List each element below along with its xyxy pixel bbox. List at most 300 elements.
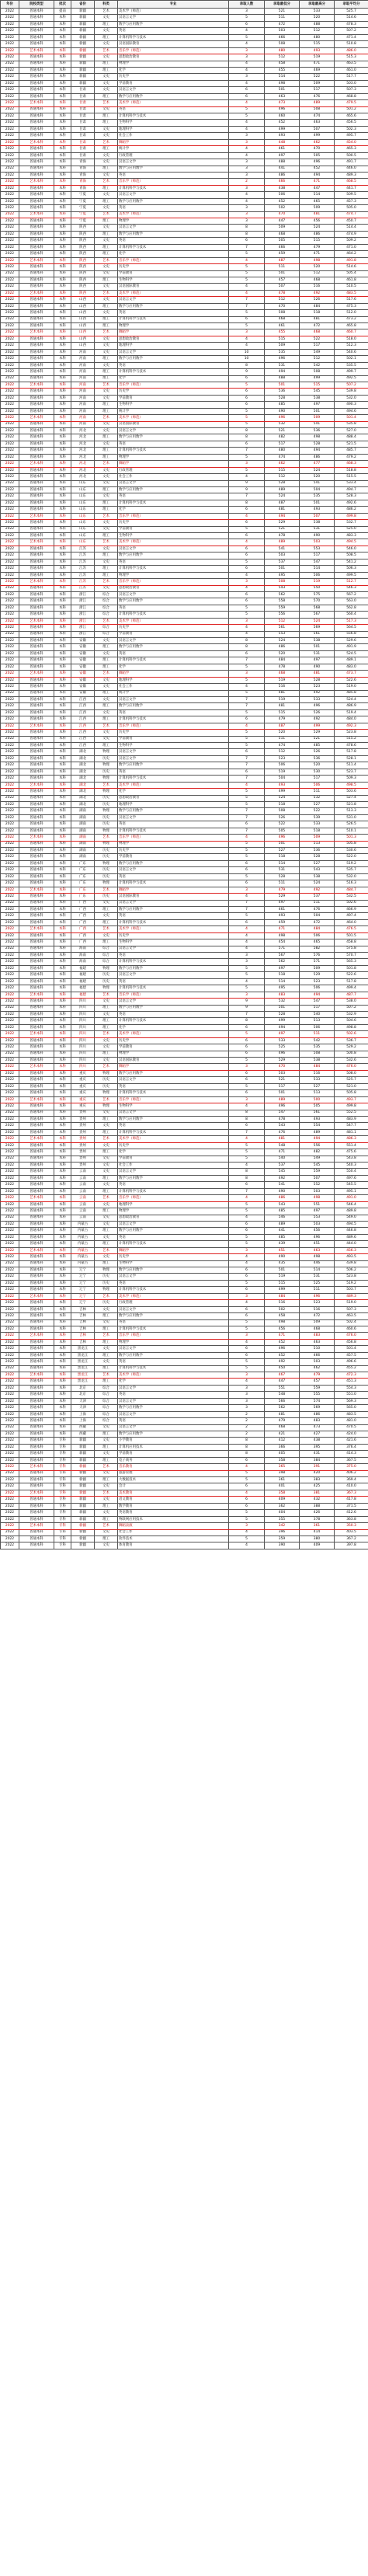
cell-school-type: 普通本科 <box>19 612 54 618</box>
table-row <box>1 1116 368 1122</box>
cell-year: 2022 <box>1 762 19 769</box>
cell-avg-score: 499.8 <box>335 513 368 519</box>
cell-avg-score: 496.6 <box>335 1359 368 1365</box>
cell-min-score: 470 <box>265 1064 300 1070</box>
cell-avg-score: 519.4 <box>335 709 368 716</box>
cell-admitted-count: 3 <box>229 54 265 61</box>
cell-category: 文史 <box>95 1424 118 1431</box>
cell-min-score: 497 <box>265 152 300 159</box>
cell-major: 地理科学 <box>118 343 229 349</box>
cell-year: 2022 <box>1 251 19 257</box>
cell-category: 理工 <box>95 1477 118 1483</box>
cell-school-type: 普通本科 <box>19 1326 54 1332</box>
cell-year: 2022 <box>1 316 19 322</box>
cell-major: 会计 <box>118 1483 229 1490</box>
cell-year: 2022 <box>1 434 19 441</box>
cell-major: 汉语言文学 <box>118 15 229 21</box>
table-row <box>1 1438 368 1444</box>
table-row <box>1 605 368 611</box>
cell-school-type: 普通本科 <box>19 1123 54 1129</box>
cell-major: 计算机科学与技术 <box>118 716 229 723</box>
cell-school-type: 普通本科 <box>19 316 54 322</box>
cell-year: 2022 <box>1 650 19 657</box>
table-row <box>1 408 368 414</box>
cell-province: 甘肃 <box>71 106 95 113</box>
cell-max-score: 506 <box>300 932 335 939</box>
cell-max-score: 554 <box>300 1123 335 1129</box>
cell-year: 2022 <box>1 1175 19 1181</box>
cell-school-type: 普通本科 <box>19 1116 54 1122</box>
cell-min-score: 562 <box>265 591 300 598</box>
cell-batch: 本科 <box>54 395 71 401</box>
cell-min-score: 515 <box>265 1280 300 1286</box>
cell-batch: 本科 <box>54 15 71 21</box>
table-row <box>1 480 368 486</box>
cell-school-type: 普通本科 <box>19 1011 54 1017</box>
cell-school-type: 普通本科 <box>19 264 54 270</box>
table-row <box>1 1064 368 1070</box>
cell-category: 文史 <box>95 1011 118 1017</box>
table-row <box>1 894 368 900</box>
table-row <box>1 238 368 244</box>
cell-admitted-count: 3 <box>229 211 265 218</box>
cell-province: 青海 <box>71 179 95 185</box>
cell-school-type: 普通本科 <box>19 251 54 257</box>
cell-batch: 本科 <box>54 231 71 237</box>
cell-category: 理工 <box>95 1352 118 1358</box>
cell-category: 理工 <box>95 1175 118 1181</box>
cell-batch: 本科 <box>54 709 71 716</box>
cell-major: 历史学 <box>118 730 229 736</box>
cell-batch: 本科 <box>54 159 71 166</box>
cell-avg-score: 515.2 <box>335 736 368 742</box>
cell-province: 云南 <box>71 1215 95 1221</box>
cell-major: 汉语言文学 <box>118 1411 229 1417</box>
cell-category: 文史 <box>95 520 118 526</box>
cell-batch: 本科 <box>54 369 71 375</box>
cell-category: 综合 <box>95 953 118 959</box>
cell-min-score: 507 <box>265 284 300 290</box>
cell-min-score: 483 <box>265 992 300 998</box>
cell-category: 理工 <box>95 1024 118 1030</box>
cell-province: 四川 <box>71 1037 95 1044</box>
cell-avg-score: 547.7 <box>335 1123 368 1129</box>
cell-year: 2022 <box>1 1267 19 1274</box>
cell-province: 山西 <box>71 316 95 322</box>
table-row <box>1 959 368 965</box>
cell-province: 江西 <box>71 736 95 742</box>
cell-year: 2022 <box>1 93 19 99</box>
cell-category: 文史 <box>95 1037 118 1044</box>
cell-avg-score: 367.5 <box>335 1457 368 1463</box>
cell-admitted-count: 8 <box>229 225 265 231</box>
cell-min-score: 545 <box>265 1169 300 1175</box>
cell-avg-score: 456.3 <box>335 1247 368 1253</box>
cell-province: 黑龙江 <box>71 1359 95 1365</box>
cell-school-type: 普通本科 <box>19 1005 54 1011</box>
cell-min-score: 518 <box>265 972 300 978</box>
cell-major: 数学与应用数学 <box>118 598 229 605</box>
cell-avg-score: 506.3 <box>335 566 368 572</box>
cell-admitted-count: 9 <box>229 1005 265 1011</box>
cell-year: 2022 <box>1 533 19 539</box>
cell-province: 贵州 <box>71 1163 95 1169</box>
cell-max-score: 463 <box>300 1247 335 1253</box>
cell-major: 化学 <box>118 251 229 257</box>
cell-province: 山东 <box>71 486 95 493</box>
cell-admitted-count: 4 <box>229 1215 265 1221</box>
cell-avg-score: 474.9 <box>335 231 368 237</box>
cell-batch: 本科 <box>54 841 71 847</box>
table-row <box>1 1280 368 1286</box>
table-row <box>1 1523 368 1529</box>
cell-year: 2022 <box>1 552 19 559</box>
cell-category: 理工 <box>95 323 118 329</box>
cell-admitted-count: 5 <box>229 677 265 683</box>
cell-batch: 本科 <box>54 552 71 559</box>
cell-category: 艺术 <box>95 100 118 106</box>
cell-batch: 专科 <box>54 1523 71 1529</box>
cell-max-score: 456 <box>300 218 335 225</box>
cell-province: 贵州 <box>71 1116 95 1122</box>
cell-avg-score: 468.3 <box>335 461 368 467</box>
cell-min-score: 501 <box>265 841 300 847</box>
cell-year: 2022 <box>1 723 19 729</box>
table-row <box>1 579 368 585</box>
cell-max-score: 523 <box>300 684 335 690</box>
cell-avg-score: 539.8 <box>335 389 368 395</box>
cell-province: 黑龙江 <box>71 1352 95 1358</box>
cell-admitted-count: 4 <box>229 1103 265 1110</box>
cell-year: 2022 <box>1 1287 19 1293</box>
cell-max-score: 438 <box>300 1438 335 1444</box>
cell-batch: 本科 <box>54 152 71 159</box>
cell-province: 新疆 <box>71 1516 95 1522</box>
cell-max-score: 466 <box>300 1352 335 1358</box>
cell-min-score: 496 <box>265 1346 300 1352</box>
cell-year: 2022 <box>1 1090 19 1096</box>
cell-admitted-count: 5 <box>229 454 265 460</box>
cell-school-type: 普通本科 <box>19 1051 54 1057</box>
cell-admitted-count: 5 <box>229 1156 265 1162</box>
cell-school-type: 普通本科 <box>19 113 54 120</box>
cell-province: 黑龙江 <box>71 1346 95 1352</box>
table-row <box>1 290 368 296</box>
table-row <box>1 703 368 709</box>
cell-province: 山西 <box>71 323 95 329</box>
cell-major: 历史学 <box>118 1142 229 1149</box>
cell-batch: 本科 <box>54 336 71 342</box>
cell-batch: 本科 <box>54 500 71 506</box>
cell-batch: 本科 <box>54 100 71 106</box>
cell-major: 体育教育 <box>118 1542 229 1549</box>
cell-min-score: 548 <box>265 1142 300 1149</box>
cell-avg-score: 455.2 <box>335 1365 368 1372</box>
cell-max-score: 533 <box>300 821 335 828</box>
cell-avg-score: 508.5 <box>335 552 368 559</box>
cell-max-score: 516 <box>300 1070 335 1076</box>
cell-admitted-count: 4 <box>229 1136 265 1142</box>
cell-batch: 本科 <box>54 1385 71 1391</box>
cell-max-score: 520 <box>300 15 335 21</box>
cell-major: 英语 <box>118 1083 229 1089</box>
cell-major: 地理科学 <box>118 677 229 683</box>
cell-province: 贵州 <box>71 1149 95 1156</box>
cell-batch: 本科 <box>54 999 71 1005</box>
cell-max-score: 426 <box>300 1510 335 1516</box>
cell-year: 2022 <box>1 1300 19 1306</box>
table-row <box>1 74 368 80</box>
cell-avg-score: 494.5 <box>335 539 368 546</box>
cell-province: 吉林 <box>71 1339 95 1345</box>
cell-school-type: 普通本科 <box>19 402 54 408</box>
cell-batch: 本科 <box>54 461 71 467</box>
cell-major: 数学与应用数学 <box>118 1405 229 1411</box>
cell-year: 2022 <box>1 448 19 454</box>
cell-school-type: 普通本科 <box>19 1188 54 1194</box>
cell-avg-score: 543.8 <box>335 1156 368 1162</box>
cell-major: 物理学 <box>118 1339 229 1345</box>
cell-avg-score: 510.8 <box>335 41 368 47</box>
cell-admitted-count: 6 <box>229 1024 265 1030</box>
cell-avg-score: 565.0 <box>335 1405 368 1411</box>
cell-year: 2022 <box>1 1352 19 1358</box>
table-row <box>1 749 368 755</box>
cell-admitted-count: 6 <box>229 1313 265 1319</box>
cell-school-type: 普通本科 <box>19 1234 54 1240</box>
cell-year: 2022 <box>1 1464 19 1470</box>
cell-category: 理工 <box>95 743 118 749</box>
cell-batch: 本科 <box>54 139 71 145</box>
cell-admitted-count: 5 <box>229 1470 265 1476</box>
cell-max-score: 483 <box>300 1333 335 1339</box>
table-row <box>1 1287 368 1293</box>
cell-year: 2022 <box>1 1339 19 1345</box>
cell-avg-score: 486.9 <box>335 703 368 709</box>
cell-min-score: 478 <box>265 290 300 296</box>
cell-min-score: 479 <box>265 716 300 723</box>
cell-category: 文史 <box>95 264 118 270</box>
cell-major: 社会工作 <box>118 133 229 139</box>
cell-major: 历史学 <box>118 264 229 270</box>
cell-admitted-count: 6 <box>229 1346 265 1352</box>
cell-admitted-count: 4 <box>229 946 265 952</box>
cell-major: 大数据技术 <box>118 1477 229 1483</box>
cell-category: 历史 <box>95 1280 118 1286</box>
cell-major: 生物科学 <box>118 277 229 283</box>
cell-min-score: 461 <box>265 906 300 912</box>
table-row <box>1 1372 368 1379</box>
cell-category: 理工 <box>95 1431 118 1437</box>
cell-province: 山西 <box>71 303 95 309</box>
cell-province: 山东 <box>71 513 95 519</box>
cell-category: 理工 <box>95 316 118 322</box>
cell-avg-score: 535.5 <box>335 362 368 368</box>
cell-min-score: 441 <box>265 166 300 172</box>
cell-category: 文史 <box>95 1497 118 1503</box>
cell-max-score: 479 <box>300 244 335 250</box>
cell-year: 2022 <box>1 539 19 546</box>
table-row <box>1 28 368 34</box>
table-row <box>1 1110 368 1116</box>
cell-province: 河北 <box>71 461 95 467</box>
cell-admitted-count: 6 <box>229 1182 265 1188</box>
cell-min-score: 358 <box>265 1490 300 1496</box>
cell-year: 2022 <box>1 513 19 519</box>
cell-province: 山东 <box>71 533 95 539</box>
cell-year: 2022 <box>1 1116 19 1122</box>
cell-major: 音乐学（师范） <box>118 835 229 841</box>
cell-category: 艺术 <box>95 835 118 841</box>
cell-max-score: 496 <box>300 159 335 166</box>
cell-max-score: 567 <box>300 612 335 618</box>
cell-min-score: 452 <box>265 1352 300 1358</box>
cell-province: 新疆 <box>71 67 95 73</box>
cell-major: 音乐学（师范） <box>118 1096 229 1103</box>
cell-province: 山东 <box>71 526 95 532</box>
cell-major: 学前教育 <box>118 80 229 86</box>
cell-min-score: 457 <box>265 277 300 283</box>
cell-min-score: 515 <box>265 467 300 473</box>
cell-avg-score: 531.0 <box>335 814 368 821</box>
cell-min-score: 396 <box>265 1529 300 1535</box>
cell-year: 2022 <box>1 932 19 939</box>
cell-category: 艺术 <box>95 1096 118 1103</box>
cell-year: 2022 <box>1 1535 19 1542</box>
cell-year: 2022 <box>1 1523 19 1529</box>
cell-min-score: 481 <box>265 1136 300 1142</box>
cell-school-type: 普通本科 <box>19 631 54 637</box>
cell-category: 文史 <box>95 559 118 565</box>
cell-year: 2022 <box>1 959 19 965</box>
cell-year: 2022 <box>1 389 19 395</box>
cell-year: 2022 <box>1 755 19 762</box>
cell-school-type: 普通本科 <box>19 1274 54 1280</box>
cell-max-score: 521 <box>300 736 335 742</box>
cell-school-type: 普通本科 <box>19 198 54 204</box>
cell-category: 理工 <box>95 113 118 120</box>
cell-avg-score: 489.6 <box>335 1234 368 1240</box>
cell-avg-score: 473.7 <box>335 671 368 677</box>
cell-batch: 本科 <box>54 1254 71 1260</box>
cell-max-score: 561 <box>300 631 335 637</box>
cell-avg-score: 523.7 <box>335 769 368 775</box>
cell-admitted-count: 6 <box>229 566 265 572</box>
cell-avg-score: 501.3 <box>335 835 368 841</box>
cell-year: 2022 <box>1 1070 19 1076</box>
cell-admitted-count: 7 <box>229 1129 265 1135</box>
cell-year: 2022 <box>1 1163 19 1169</box>
cell-province: 福建 <box>71 965 95 971</box>
cell-major: 汉语言文学 <box>118 192 229 198</box>
cell-avg-score: 486.2 <box>335 507 368 513</box>
cell-school-type: 普通本科 <box>19 585 54 591</box>
cell-min-score: 496 <box>265 415 300 421</box>
table-row <box>1 54 368 61</box>
cell-batch: 本科 <box>54 1424 71 1431</box>
cell-batch: 本科 <box>54 598 71 605</box>
cell-category: 理工 <box>95 1018 118 1024</box>
cell-category: 文史 <box>95 15 118 21</box>
cell-school-type: 普通本科 <box>19 185 54 191</box>
cell-max-score: 541 <box>300 480 335 486</box>
cell-admitted-count: 4 <box>229 198 265 204</box>
cell-avg-score: 535.8 <box>335 421 368 427</box>
cell-province: 安徽 <box>71 644 95 650</box>
cell-batch: 本科 <box>54 192 71 198</box>
cell-admitted-count: 6 <box>229 375 265 382</box>
cell-admitted-count: 3 <box>229 1064 265 1070</box>
cell-category: 理工 <box>95 369 118 375</box>
cell-category: 文史 <box>95 54 118 61</box>
cell-batch: 本科 <box>54 54 71 61</box>
cell-min-score: 502 <box>265 205 300 211</box>
cell-admitted-count: 7 <box>229 762 265 769</box>
cell-year: 2022 <box>1 100 19 106</box>
cell-year: 2022 <box>1 264 19 270</box>
cell-avg-score: 473.2 <box>335 316 368 322</box>
cell-batch: 本科 <box>54 382 71 388</box>
cell-max-score: 533 <box>300 696 335 702</box>
cell-major: 计算机科学与技术 <box>118 1188 229 1194</box>
cell-province: 广西 <box>71 932 95 939</box>
cell-school-type: 普通本科 <box>19 474 54 480</box>
cell-major: 舞蹈学 <box>118 887 229 893</box>
cell-max-score: 509 <box>300 205 335 211</box>
cell-major: 物理学 <box>118 323 229 329</box>
cell-max-score: 465 <box>300 939 335 946</box>
cell-avg-score: 532.6 <box>335 1058 368 1064</box>
cell-year: 2022 <box>1 486 19 493</box>
cell-school-type: 艺术本科 <box>19 579 54 585</box>
cell-major: 美术学（师范） <box>118 782 229 788</box>
cell-school-type: 普通本科 <box>19 795 54 801</box>
table-row <box>1 684 368 690</box>
cell-province: 陕西 <box>71 277 95 283</box>
cell-min-score: 501 <box>265 566 300 572</box>
cell-batch: 本科 <box>54 1398 71 1404</box>
cell-min-score: 517 <box>265 1083 300 1089</box>
cell-major: 数学与应用数学 <box>118 434 229 441</box>
cell-province: 福建 <box>71 972 95 978</box>
cell-major: 汉语言文学 <box>118 546 229 552</box>
cell-school-type: 普通本科 <box>19 120 54 126</box>
cell-admitted-count: 4 <box>229 1529 265 1535</box>
cell-max-score: 472 <box>300 1313 335 1319</box>
cell-major: 汉语国际教育 <box>118 894 229 900</box>
cell-province: 贵州 <box>71 1129 95 1135</box>
cell-category: 理工 <box>95 146 118 152</box>
cell-major: 汉语言文学 <box>118 749 229 755</box>
cell-province: 河南 <box>71 389 95 395</box>
cell-school-type: 普通本科 <box>19 566 54 572</box>
table-row <box>1 1477 368 1483</box>
cell-major: 汉语国际教育 <box>118 284 229 290</box>
cell-min-score: 505 <box>265 238 300 244</box>
cell-max-score: 524 <box>300 467 335 473</box>
cell-year: 2022 <box>1 41 19 47</box>
cell-avg-score: 460.7 <box>335 329 368 336</box>
cell-year: 2022 <box>1 1477 19 1483</box>
cell-year: 2022 <box>1 1156 19 1162</box>
cell-category: 历史 <box>95 848 118 854</box>
cell-min-score: 523 <box>265 755 300 762</box>
table-row <box>1 1490 368 1496</box>
cell-batch: 本科 <box>54 1169 71 1175</box>
cell-province: 陕西 <box>71 264 95 270</box>
cell-min-score: 497 <box>265 900 300 906</box>
cell-major: 语文教育 <box>118 1497 229 1503</box>
